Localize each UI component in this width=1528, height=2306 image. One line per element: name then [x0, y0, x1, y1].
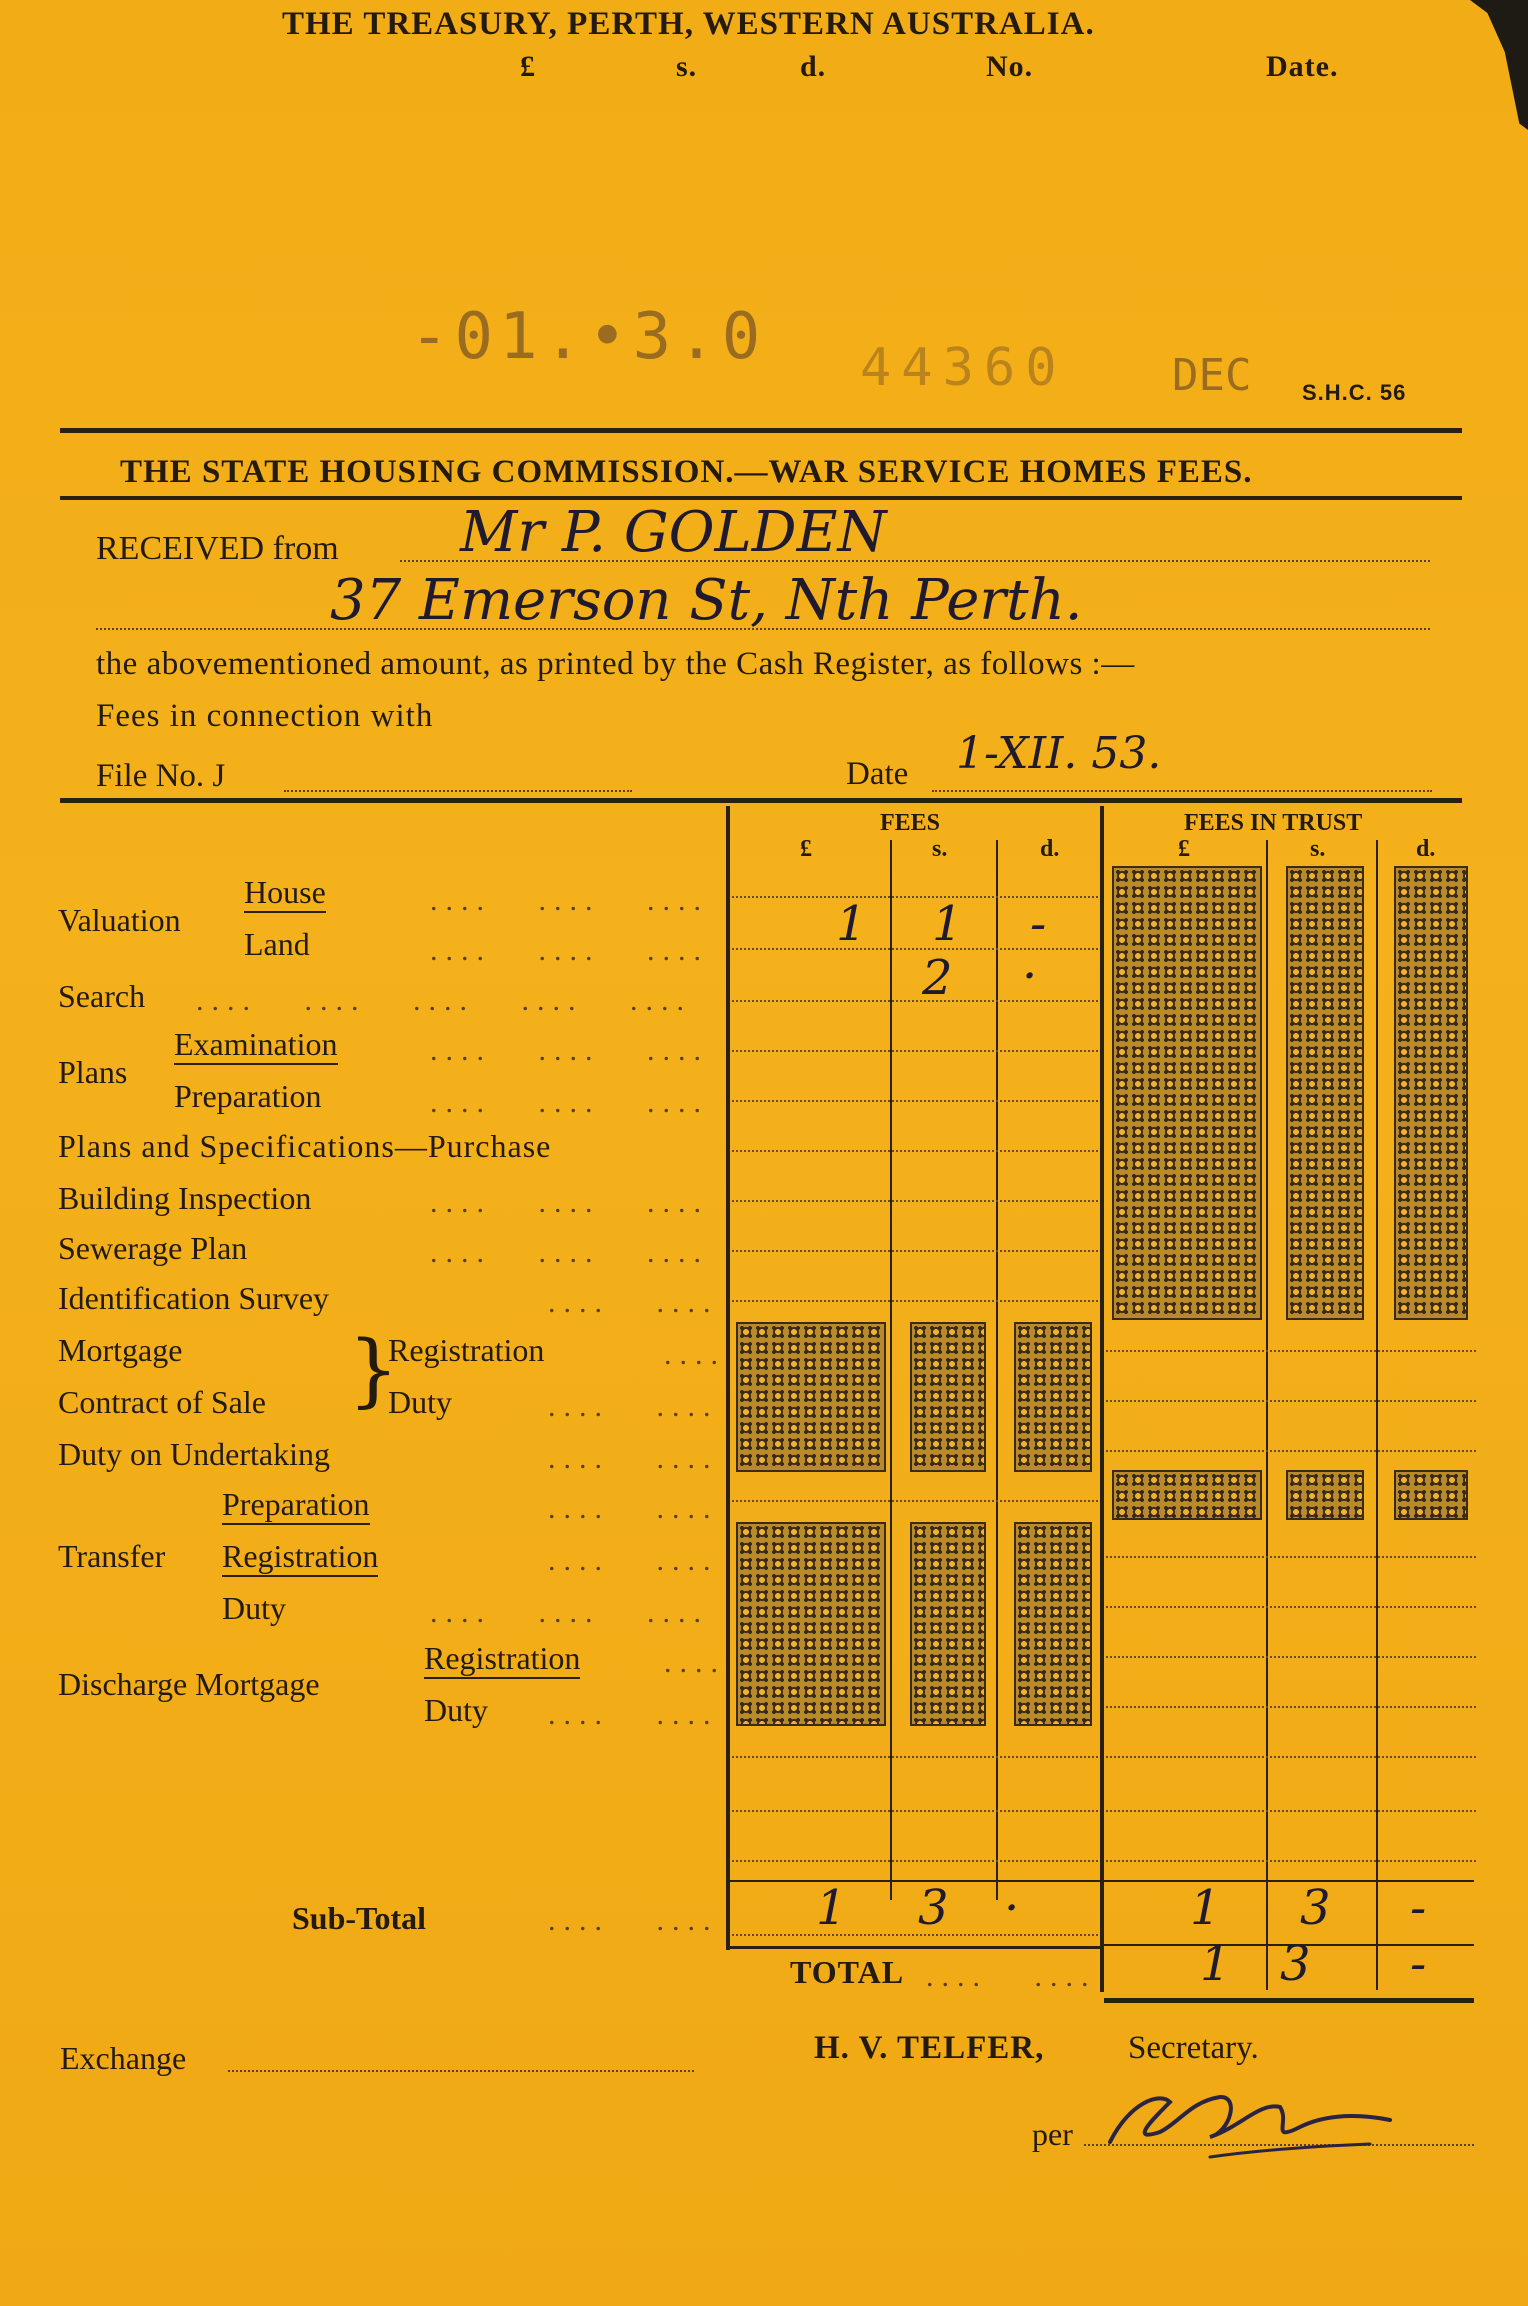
- trust-hatch-pence-mid: [1394, 1470, 1468, 1520]
- trust-hatch-shillings-top: [1286, 866, 1364, 1320]
- leader-dots: ....: [664, 1646, 726, 1679]
- sewerage-plan-label: Sewerage Plan: [58, 1230, 248, 1266]
- fees-row-line: [732, 1756, 1098, 1758]
- valuation-label: Valuation: [58, 902, 181, 938]
- leader-dots: .... ....: [548, 1904, 719, 1937]
- fees-row-line: [732, 1860, 1098, 1862]
- discharge-mortgage-label: Discharge Mortgage: [58, 1666, 320, 1702]
- plans-label: Plans: [58, 1054, 128, 1090]
- leader-dots: .... ....: [926, 1960, 1097, 1993]
- per-label: per: [1032, 2116, 1073, 2152]
- transfer-registration-label: Registration: [222, 1538, 378, 1577]
- leader-dots: .... ....: [548, 1698, 719, 1731]
- trust-hatch-pounds-mid: [1112, 1470, 1262, 1520]
- header-date: Date.: [1266, 50, 1339, 83]
- transfer-label: Transfer: [58, 1538, 166, 1574]
- valuation-pence: -: [1030, 896, 1047, 952]
- fees-subtotal-rule: [730, 1880, 1100, 1882]
- file-no-label: File No. J: [96, 758, 226, 794]
- received-address: 37 Emerson St, Nth Perth.: [330, 568, 1083, 633]
- building-inspection-label: Building Inspection: [58, 1180, 312, 1216]
- stamp-month: DEC: [1172, 350, 1252, 401]
- subtotal-pence: ·: [1004, 1880, 1020, 1936]
- leader-dots: .... ....: [548, 1442, 719, 1475]
- plans-specs-label: Plans and Specifications—Purchase: [58, 1128, 552, 1164]
- fees-row-line: [732, 1250, 1098, 1252]
- fees-row-line: [732, 1810, 1098, 1812]
- fees-hatch-pence-mid: [1014, 1322, 1092, 1472]
- commission-title: THE STATE HOUSING COMMISSION.—WAR SERVICE HOMES FEES.: [120, 454, 1253, 490]
- header-shillings: s.: [676, 50, 698, 83]
- transfer-preparation-label: Preparation: [222, 1486, 370, 1525]
- trust-row-line: [1106, 1350, 1476, 1352]
- house-label: House: [244, 874, 326, 913]
- total-pounds: 1: [1200, 1936, 1231, 1992]
- trust-subtotal-pence: -: [1410, 1880, 1427, 1936]
- statement-line: the abovementioned amount, as printed by the Cash Register, as follows :—: [96, 646, 1135, 682]
- fees-subtotal-dots: [732, 1934, 1098, 1936]
- fees-header: FEES: [880, 810, 941, 836]
- total-pence: -: [1410, 1936, 1427, 1992]
- trust-row-line: [1106, 1556, 1476, 1558]
- header-pounds: £: [520, 50, 536, 83]
- leader-dots: .... .... ....: [430, 1236, 709, 1269]
- received-label: RECEIVED from: [96, 530, 339, 567]
- fees-col-sep-1: [890, 840, 892, 1900]
- fees-bottom-rule: [726, 1946, 1100, 1949]
- secretary-name: H. V. TELFER,: [814, 2030, 1045, 2066]
- fees-line: Fees in connection with: [96, 698, 434, 734]
- total-label: TOTAL: [790, 1954, 905, 1990]
- trust-row-line: [1106, 1756, 1476, 1758]
- header-no: No.: [986, 50, 1034, 83]
- trust-header: FEES IN TRUST: [1184, 810, 1363, 836]
- trust-shillings-head: s.: [1310, 836, 1326, 862]
- leader-dots: .... .... ....: [430, 934, 709, 967]
- trust-row-line: [1106, 1706, 1476, 1708]
- discharge-duty-label: Duty: [424, 1692, 488, 1728]
- secretary-title: Secretary.: [1128, 2030, 1259, 2066]
- fees-row-line: [732, 1500, 1098, 1502]
- trust-pence-head: d.: [1416, 836, 1436, 862]
- preparation-label: Preparation: [174, 1078, 322, 1114]
- stamp-code: S.H.C. 56: [1302, 380, 1407, 405]
- stamp-number: 44360: [860, 338, 1067, 398]
- leader-dots: ....: [664, 1338, 726, 1371]
- fees-hatch-pounds-bottom: [736, 1522, 886, 1726]
- leader-dots: .... ....: [548, 1492, 719, 1525]
- fees-row-line: [732, 1300, 1098, 1302]
- trust-total-double-rule: [1104, 1998, 1474, 2003]
- registration-label: Registration: [388, 1332, 545, 1368]
- fees-shillings-head: s.: [932, 836, 948, 862]
- identification-survey-label: Identification Survey: [58, 1280, 330, 1316]
- table-rule-top: [60, 798, 1462, 803]
- fees-hatch-shillings-bottom: [910, 1522, 986, 1726]
- mortgage-label: Mortgage: [58, 1332, 183, 1368]
- header-pence: d.: [800, 50, 827, 83]
- trust-subtotal-shillings: 3: [1300, 1880, 1331, 1936]
- fees-pounds-head: £: [800, 836, 812, 862]
- treasury-title: THE TREASURY, PERTH, WESTERN AUSTRALIA.: [282, 6, 1095, 42]
- leader-dots: .... ....: [548, 1286, 719, 1319]
- page-corner-shadow: [1470, 0, 1528, 130]
- fees-left-border: [726, 806, 730, 1950]
- fees-row-line: [732, 1000, 1098, 1002]
- subtotal-shillings: 3: [918, 1880, 949, 1936]
- fees-col-sep-2: [996, 840, 998, 1900]
- exchange-label: Exchange: [60, 2040, 187, 2076]
- received-name: Mr P. GOLDEN: [460, 500, 887, 565]
- total-shillings: 3: [1280, 1936, 1311, 1992]
- fees-row-line: [732, 1150, 1098, 1152]
- transfer-duty-label: Duty: [222, 1590, 286, 1626]
- trust-row-line: [1106, 1860, 1476, 1862]
- leader-dots: .... ....: [548, 1390, 719, 1423]
- leader-dots: .... .... ....: [430, 1186, 709, 1219]
- brace-icon: }: [348, 1323, 399, 1416]
- leader-dots: .... .... ....: [430, 1596, 709, 1629]
- leader-dots: .... .... .... .... ....: [196, 984, 692, 1017]
- trust-left-border: [1100, 806, 1104, 1992]
- search-pence: ·: [1022, 948, 1038, 1004]
- subtotal-pounds: 1: [816, 1880, 847, 1936]
- contract-of-sale-label: Contract of Sale: [58, 1384, 266, 1420]
- leader-dots: .... .... ....: [430, 1086, 709, 1119]
- trust-col-sep-1: [1266, 840, 1268, 1990]
- valuation-shillings: 1: [932, 896, 963, 952]
- signature-icon: [1090, 2072, 1420, 2172]
- search-label: Search: [58, 978, 146, 1014]
- date-label: Date: [846, 756, 909, 792]
- trust-row-line: [1106, 1606, 1476, 1608]
- examination-label: Examination: [174, 1026, 338, 1065]
- search-shillings: 2: [922, 950, 953, 1006]
- trust-hatch-shillings-mid: [1286, 1470, 1364, 1520]
- trust-row-line: [1106, 1810, 1476, 1812]
- fees-row-line: [732, 1200, 1098, 1202]
- trust-col-sep-2: [1376, 840, 1378, 1990]
- trust-row-line: [1106, 1656, 1476, 1658]
- land-label: Land: [244, 926, 310, 962]
- trust-subtotal-pounds: 1: [1190, 1880, 1221, 1936]
- stamp-amount: -01.•3.0: [410, 300, 767, 374]
- fees-pence-head: d.: [1040, 836, 1060, 862]
- trust-hatch-pounds-top: [1112, 866, 1262, 1320]
- exchange-line: [228, 2070, 694, 2072]
- trust-row-line: [1106, 1400, 1476, 1402]
- title-rule-top: [60, 428, 1462, 433]
- duty-label: Duty: [388, 1384, 452, 1420]
- fees-row-line: [732, 1100, 1098, 1102]
- fees-row-line: [732, 1050, 1098, 1052]
- subtotal-label: Sub-Total: [292, 1900, 426, 1936]
- fees-hatch-shillings-mid: [910, 1322, 986, 1472]
- file-no-line: [284, 790, 632, 792]
- leader-dots: .... .... ....: [430, 884, 709, 917]
- valuation-pounds: 1: [836, 896, 867, 952]
- fees-hatch-pence-bottom: [1014, 1522, 1092, 1726]
- date-value: 1-XII. 53.: [956, 728, 1162, 779]
- duty-on-undertaking-label: Duty on Undertaking: [58, 1436, 330, 1472]
- fees-hatch-pounds-mid: [736, 1322, 886, 1472]
- trust-row-line: [1106, 1450, 1476, 1452]
- trust-hatch-pence-top: [1394, 866, 1468, 1320]
- trust-pounds-head: £: [1178, 836, 1190, 862]
- leader-dots: .... .... ....: [430, 1034, 709, 1067]
- date-line: [932, 790, 1432, 792]
- leader-dots: .... ....: [548, 1544, 719, 1577]
- discharge-registration-label: Registration: [424, 1640, 580, 1679]
